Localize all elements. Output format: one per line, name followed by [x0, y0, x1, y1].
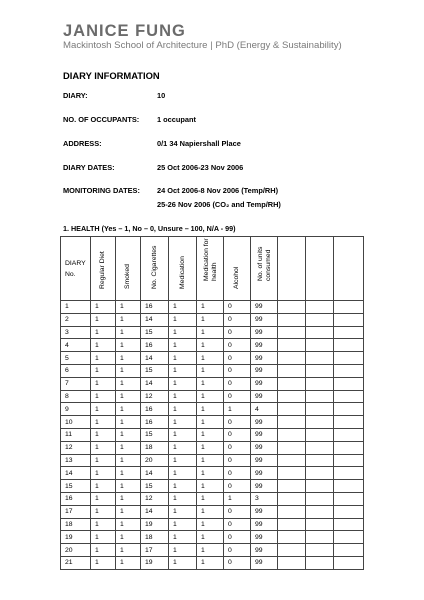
table-cell: 1 [169, 505, 197, 518]
table-cell: 1 [116, 313, 141, 326]
health-diary-table [60, 236, 364, 570]
table-cell: 16 [61, 492, 91, 505]
table-cell: 6 [61, 364, 91, 377]
address-value: 0/1 34 Napiershall Place [157, 139, 241, 148]
table-cell: 1 [116, 518, 141, 531]
table-cell: 1 [91, 416, 116, 429]
table-cell: 1 [197, 403, 224, 416]
table-cell: 1 [91, 428, 116, 441]
table-cell: 14 [141, 352, 169, 365]
empty-cell [306, 301, 334, 314]
table-cell: 1 [169, 544, 197, 557]
empty-cell [278, 339, 306, 352]
table-cell: 8 [61, 390, 91, 403]
column-header-label [124, 264, 132, 289]
table-cell: 99 [251, 352, 278, 365]
empty-cell [334, 441, 364, 454]
table-cell: 1 [197, 428, 224, 441]
table-cell: 1 [197, 441, 224, 454]
table-row [61, 492, 364, 505]
table-cell: 0 [224, 339, 251, 352]
empty-cell [334, 544, 364, 557]
table-cell: 1 [116, 480, 141, 493]
empty-column-header [306, 237, 334, 301]
column-header-label [179, 256, 187, 289]
table-cell: 15 [141, 326, 169, 339]
empty-cell [306, 416, 334, 429]
empty-cell [334, 556, 364, 569]
table-cell: 1 [169, 467, 197, 480]
table-cell: 1 [91, 467, 116, 480]
table-cell: 1 [91, 441, 116, 454]
table-cell: 0 [224, 454, 251, 467]
column-header-line: Regular Diet [99, 251, 106, 289]
column-header-label [151, 246, 159, 289]
empty-cell [334, 518, 364, 531]
table-cell: 19 [141, 518, 169, 531]
diary-dates-value: 25 Oct 2006-23 Nov 2006 [157, 163, 244, 172]
column-header-line: No. of units [257, 246, 264, 281]
table-cell: 1 [116, 416, 141, 429]
table-row [61, 441, 364, 454]
table-cell: 1 [169, 556, 197, 569]
column-header [251, 237, 278, 301]
table-cell: 1 [224, 403, 251, 416]
table-cell: 1 [197, 518, 224, 531]
table-row [61, 364, 364, 377]
table-cell: 0 [224, 352, 251, 365]
table-cell: 1 [169, 531, 197, 544]
author-affiliation: Mackintosh School of Architecture | PhD (Energy & Sustainability) [63, 40, 342, 51]
empty-cell [334, 352, 364, 365]
table-cell: 1 [91, 480, 116, 493]
empty-cell [306, 364, 334, 377]
empty-cell [278, 364, 306, 377]
table-row [61, 313, 364, 326]
table-cell: 1 [169, 364, 197, 377]
table-cell: 1 [169, 403, 197, 416]
table-row [61, 467, 364, 480]
table-cell: 99 [251, 518, 278, 531]
table-cell: 0 [224, 505, 251, 518]
table-cell: 1 [116, 492, 141, 505]
empty-cell [278, 326, 306, 339]
table-cell: 99 [251, 531, 278, 544]
monitoring-dates-value-2: 25-26 Nov 2006 (CO₂ and Temp/RH) [157, 200, 281, 209]
table-cell: 1 [116, 326, 141, 339]
empty-cell [278, 441, 306, 454]
table-cell: 1 [91, 454, 116, 467]
empty-cell [278, 454, 306, 467]
table-cell: 1 [91, 544, 116, 557]
empty-cell [306, 441, 334, 454]
table-cell: 1 [224, 492, 251, 505]
column-header [169, 237, 197, 301]
table-cell: 0 [224, 544, 251, 557]
column-header [197, 237, 224, 301]
empty-cell [278, 556, 306, 569]
table-row [61, 544, 364, 557]
table-cell: 0 [224, 301, 251, 314]
table-cell: 1 [91, 377, 116, 390]
table-row [61, 428, 364, 441]
table-cell: 20 [141, 454, 169, 467]
empty-cell [278, 377, 306, 390]
table-cell: 7 [61, 377, 91, 390]
table-cell: 14 [141, 467, 169, 480]
empty-cell [278, 390, 306, 403]
column-header [141, 237, 169, 301]
table-cell: 1 [197, 505, 224, 518]
table-cell: 0 [224, 480, 251, 493]
empty-column-header [334, 237, 364, 301]
empty-cell [334, 454, 364, 467]
empty-cell [334, 505, 364, 518]
table-cell: 99 [251, 301, 278, 314]
table-cell: 1 [169, 428, 197, 441]
table-cell: 0 [224, 313, 251, 326]
empty-cell [306, 377, 334, 390]
table-cell: 1 [116, 428, 141, 441]
empty-cell [334, 301, 364, 314]
empty-cell [306, 467, 334, 480]
monitoring-dates-label: MONITORING DATES: [63, 186, 140, 195]
table-cell: 19 [141, 556, 169, 569]
empty-cell [278, 301, 306, 314]
table-cell: 1 [116, 377, 141, 390]
table-cell: 13 [61, 454, 91, 467]
table-cell: 3 [251, 492, 278, 505]
table-cell: 1 [197, 531, 224, 544]
table-cell: 1 [197, 454, 224, 467]
empty-cell [306, 403, 334, 416]
author-name: JANICE FUNG [63, 22, 186, 40]
table-cell: 99 [251, 364, 278, 377]
table-cell: 1 [91, 301, 116, 314]
table-cell: 4 [61, 339, 91, 352]
table-cell: 1 [116, 390, 141, 403]
table-row [61, 556, 364, 569]
empty-cell [306, 505, 334, 518]
table-cell: 1 [91, 518, 116, 531]
table-row [61, 390, 364, 403]
table-cell: 1 [197, 352, 224, 365]
empty-cell [334, 492, 364, 505]
table-cell: 1 [169, 416, 197, 429]
table-cell: 12 [61, 441, 91, 454]
table-cell: 1 [116, 339, 141, 352]
empty-cell [306, 313, 334, 326]
table-cell: 0 [224, 390, 251, 403]
table-cell: 14 [61, 467, 91, 480]
table-cell: 0 [224, 518, 251, 531]
empty-cell [334, 390, 364, 403]
table-cell: 21 [61, 556, 91, 569]
empty-column-header [278, 237, 306, 301]
empty-cell [306, 326, 334, 339]
table-cell: 1 [116, 467, 141, 480]
table-cell: 0 [224, 428, 251, 441]
column-header [91, 237, 116, 301]
table-cell: 99 [251, 326, 278, 339]
table-cell: 15 [141, 480, 169, 493]
column-header-line: Smoked [124, 264, 131, 289]
table-cell: 99 [251, 313, 278, 326]
empty-cell [278, 313, 306, 326]
table-row [61, 326, 364, 339]
table-cell: 99 [251, 390, 278, 403]
table-cell: 1 [169, 390, 197, 403]
table-cell: 15 [141, 364, 169, 377]
table-cell: 1 [197, 467, 224, 480]
table-cell: 1 [197, 556, 224, 569]
table-cell: 1 [169, 352, 197, 365]
empty-cell [334, 403, 364, 416]
table-cell: 0 [224, 531, 251, 544]
table-row [61, 505, 364, 518]
table-cell: 2 [61, 313, 91, 326]
table-cell: 17 [141, 544, 169, 557]
table-row [61, 518, 364, 531]
table-cell: 12 [141, 492, 169, 505]
table-cell: 1 [91, 352, 116, 365]
column-header-label [203, 238, 219, 281]
empty-cell [306, 454, 334, 467]
table-cell: 1 [91, 505, 116, 518]
table-cell: 1 [116, 505, 141, 518]
table-cell: 0 [224, 441, 251, 454]
table-cell: 1 [197, 390, 224, 403]
table-cell: 4 [251, 403, 278, 416]
table-cell: 1 [197, 313, 224, 326]
table-cell: 1 [116, 403, 141, 416]
table-row [61, 416, 364, 429]
table-cell: 18 [61, 518, 91, 531]
diary-label: DIARY: [63, 91, 88, 100]
table-cell: 1 [91, 339, 116, 352]
table-header-row [61, 237, 364, 301]
column-header-label [233, 267, 241, 289]
table-cell: 16 [141, 403, 169, 416]
table-cell: 1 [169, 454, 197, 467]
empty-cell [306, 518, 334, 531]
table-cell: 1 [169, 441, 197, 454]
empty-cell [306, 480, 334, 493]
occupants-value: 1 occupant [157, 115, 197, 124]
column-header-line: No. Cigarettes [150, 245, 158, 289]
empty-cell [306, 428, 334, 441]
table-cell: 1 [91, 364, 116, 377]
table-cell: 1 [91, 492, 116, 505]
table-row [61, 454, 364, 467]
empty-cell [334, 467, 364, 480]
table-cell: 0 [224, 377, 251, 390]
table-cell: 99 [251, 467, 278, 480]
table-cell: 1 [197, 544, 224, 557]
table-cell: 18 [141, 441, 169, 454]
empty-cell [306, 390, 334, 403]
table-cell: 1 [91, 313, 116, 326]
empty-cell [306, 531, 334, 544]
column-header-line: Medication for [203, 238, 210, 281]
empty-cell [278, 467, 306, 480]
table-cell: 14 [141, 377, 169, 390]
table-cell: 99 [251, 416, 278, 429]
table-cell: 1 [91, 556, 116, 569]
table-cell: 1 [116, 544, 141, 557]
empty-cell [334, 313, 364, 326]
table-cell: 1 [197, 492, 224, 505]
table-cell: 1 [116, 531, 141, 544]
section-title: DIARY INFORMATION [63, 70, 160, 81]
empty-cell [306, 556, 334, 569]
table-cell: 16 [141, 339, 169, 352]
table-cell: 1 [197, 326, 224, 339]
table-cell: 18 [141, 531, 169, 544]
table-cell: 0 [224, 556, 251, 569]
column-header-line: Medication [178, 256, 186, 289]
health-section-title: 1. HEALTH (Yes – 1, No – 0, Unsure – 100, N/A - 99) [63, 224, 236, 233]
table-cell: 1 [91, 403, 116, 416]
table-cell: 10 [61, 416, 91, 429]
table-cell: 16 [141, 301, 169, 314]
table-row [61, 377, 364, 390]
empty-cell [278, 531, 306, 544]
column-header-line: health [211, 262, 218, 281]
table-cell: 99 [251, 454, 278, 467]
table-cell: 1 [197, 377, 224, 390]
empty-cell [334, 480, 364, 493]
table-cell: 1 [61, 301, 91, 314]
address-label: ADDRESS: [63, 139, 102, 148]
table-cell: 1 [91, 326, 116, 339]
table-cell: 20 [61, 544, 91, 557]
table-cell: 1 [197, 301, 224, 314]
column-header-label [257, 247, 273, 281]
table-cell: 3 [61, 326, 91, 339]
diary-value: 10 [157, 91, 166, 100]
empty-cell [334, 428, 364, 441]
table-cell: 5 [61, 352, 91, 365]
table-cell: 11 [61, 428, 91, 441]
table-cell: 1 [169, 480, 197, 493]
table-cell: 1 [91, 390, 116, 403]
table-cell: 99 [251, 377, 278, 390]
table-cell: 0 [224, 467, 251, 480]
table-cell: 16 [141, 416, 169, 429]
empty-cell [334, 377, 364, 390]
diary-dates-label: DIARY DATES: [63, 163, 115, 172]
table-cell: 99 [251, 544, 278, 557]
table-cell: 1 [116, 301, 141, 314]
table-cell: 1 [116, 556, 141, 569]
table-cell: 1 [169, 377, 197, 390]
empty-cell [278, 403, 306, 416]
table-cell: 1 [116, 352, 141, 365]
table-cell: 99 [251, 556, 278, 569]
table-cell: 1 [169, 339, 197, 352]
table-cell: 15 [141, 428, 169, 441]
column-header-line: Alcohol [233, 266, 240, 289]
empty-cell [278, 480, 306, 493]
diary-no-header: DIARY No. [61, 237, 91, 301]
table-cell: 1 [169, 326, 197, 339]
empty-cell [306, 352, 334, 365]
empty-cell [306, 492, 334, 505]
table-cell: 99 [251, 480, 278, 493]
empty-cell [306, 544, 334, 557]
table-row [61, 531, 364, 544]
table-cell: 1 [169, 492, 197, 505]
table-cell: 1 [116, 454, 141, 467]
empty-cell [334, 326, 364, 339]
table-row [61, 339, 364, 352]
monitoring-dates-value: 24 Oct 2006-8 Nov 2006 (Temp/RH) [157, 186, 279, 195]
table-cell: 0 [224, 416, 251, 429]
column-header-line: consumed [265, 249, 272, 281]
table-row [61, 403, 364, 416]
table-cell: 1 [116, 364, 141, 377]
column-header [224, 237, 251, 301]
empty-cell [278, 352, 306, 365]
empty-cell [278, 505, 306, 518]
table-row [61, 352, 364, 365]
table-cell: 14 [141, 505, 169, 518]
table-cell: 15 [61, 480, 91, 493]
table-cell: 1 [169, 518, 197, 531]
table-cell: 19 [61, 531, 91, 544]
table-cell: 1 [169, 313, 197, 326]
table-cell: 14 [141, 313, 169, 326]
table-cell: 1 [197, 416, 224, 429]
empty-cell [278, 428, 306, 441]
empty-cell [278, 492, 306, 505]
table-cell: 1 [91, 531, 116, 544]
table-cell: 1 [197, 364, 224, 377]
table-cell: 99 [251, 441, 278, 454]
table-cell: 1 [197, 339, 224, 352]
column-header [116, 237, 141, 301]
table-cell: 99 [251, 339, 278, 352]
empty-cell [278, 544, 306, 557]
occupants-label: NO. OF OCCUPANTS: [63, 115, 140, 124]
empty-cell [334, 416, 364, 429]
empty-cell [278, 518, 306, 531]
table-cell: 1 [197, 480, 224, 493]
table-cell: 0 [224, 364, 251, 377]
table-row [61, 480, 364, 493]
table-cell: 12 [141, 390, 169, 403]
empty-cell [334, 531, 364, 544]
empty-cell [278, 416, 306, 429]
empty-cell [334, 364, 364, 377]
empty-cell [306, 339, 334, 352]
table-cell: 1 [169, 301, 197, 314]
table-cell: 17 [61, 505, 91, 518]
table-row [61, 301, 364, 314]
table-cell: 9 [61, 403, 91, 416]
column-header-label [99, 251, 107, 289]
table-cell: 0 [224, 326, 251, 339]
table-cell: 99 [251, 428, 278, 441]
table-cell: 1 [116, 441, 141, 454]
empty-cell [334, 339, 364, 352]
table-cell: 99 [251, 505, 278, 518]
